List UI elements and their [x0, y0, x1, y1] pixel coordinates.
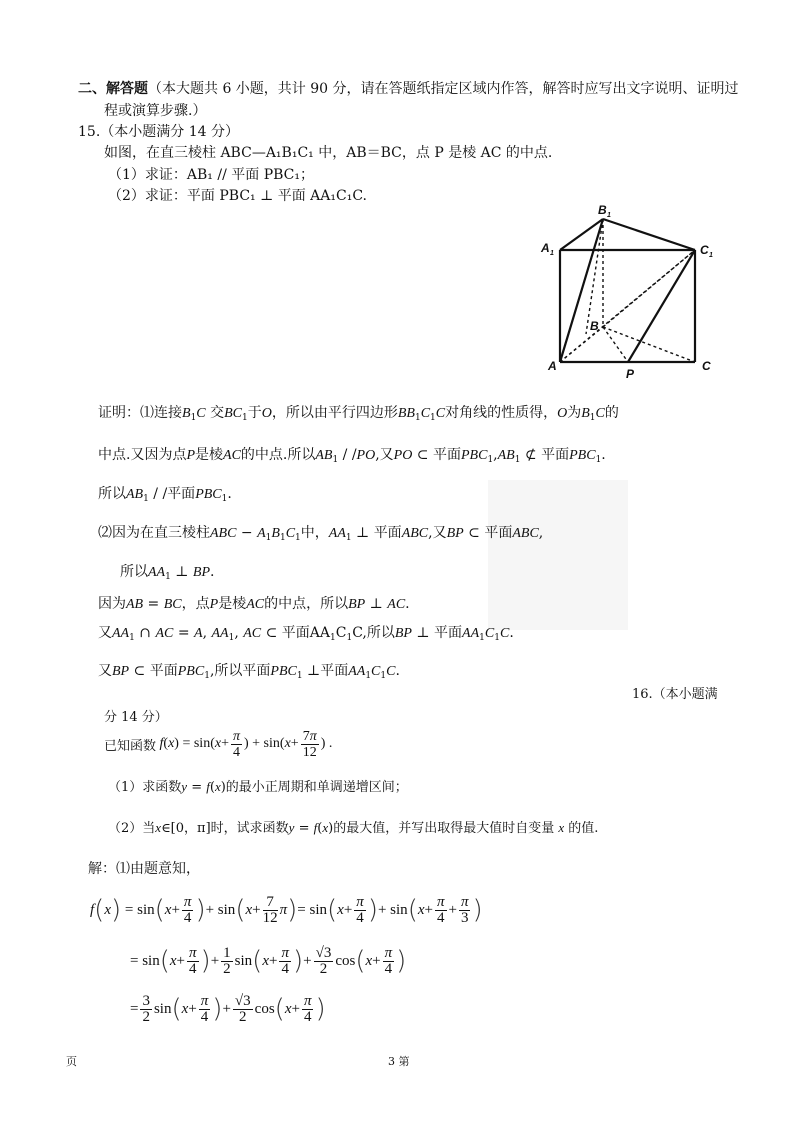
edge-b1-c1 — [603, 219, 695, 250]
footer-page-number: 3 第 — [388, 1055, 410, 1068]
frac-pi-over-4: $\frac{\pi}{4}$ — [232, 728, 240, 760]
proof-line-4: ⑵因为在直三棱柱ABC − $A_1B_1C_1$中，$AA_1$ ⊥ 平面ABC,又BP ⊂ 平面ABC, — [98, 525, 544, 543]
solution-eq-2: = sin ( x + $\frac{\pi}{4}$ ) + $\frac{1}{2}$ sin ( x + $\frac{\pi}{4}$ ) + $\frac{√3}{2}$ cos ( x + $\frac{\pi}{4}$ ) — [130, 944, 407, 977]
section-heading: 二、解答题 — [78, 81, 148, 97]
edge-p-c1 — [628, 250, 695, 362]
proof-line-2: 中点.又因为点P是棱AC的中点.所以$AB_1 / /PO$,又PO ⊂ 平面$PBC_1,AB_1$ ⊄ 平面$PBC_1$. — [98, 447, 606, 465]
label-p: P — [626, 367, 635, 381]
proof-line-5: 所以$AA_1$ ⊥ BP. — [120, 564, 215, 582]
frac-7pi-over-12: $\frac{7\pi}{12}$ — [302, 728, 317, 760]
solution-eq-3: = $\frac{3}{2}$ sin ( x + $\frac{\pi}{4}$ ) + $\frac{√3}{2}$ cos ( x + $\frac{\pi}{4}$ ) — [130, 992, 326, 1025]
label-c1: C — [700, 243, 709, 257]
q15-part2: （2）求证：平面 PBC₁ ⊥ 平面 AA₁C₁C. — [108, 188, 367, 204]
q16-number-cont: 分 14 分） — [104, 710, 168, 725]
q16-part2: （2）当x∈[0，π]时，试求函数y = f(x)的最大值，并写出取得最大值时自变量 x 的值. — [108, 820, 599, 836]
edge-b-c — [603, 327, 695, 362]
label-b1: B — [598, 203, 607, 217]
svg-text:1: 1 — [550, 250, 554, 257]
proof-line-3: 所以$AB_1$ / /平面$PBC_1$. — [98, 486, 232, 504]
proof-line-8: 又BP ⊂ 平面$PBC_1$,所以平面$PBC_1$ ⊥平面$AA_1C_1C$. — [98, 663, 400, 681]
q15-stem: 如图，在直三棱柱 ABC—A₁B₁C₁ 中，AB＝BC，点 P 是棱 AC 的中点. — [104, 145, 553, 161]
proof-line-6: 因为AB = BC，点P是棱AC的中点，所以BP ⊥ AC. — [98, 596, 410, 612]
q15-number: 15.（本小题满分 14 分） — [78, 124, 239, 140]
q16-number: 16.（本小题满 — [632, 687, 718, 702]
label-b: B — [590, 319, 599, 333]
edge-a1-b1 — [560, 219, 603, 250]
solution-eq-1: f ( x ) = sin ( x + $\frac{\pi}{4}$ ) + sin ( x + $\frac{7}{12}$ π ) = sin ( x + $\frac{\pi}{4}$ ) + sin ( x + $\frac{\pi}{4}$ + $\frac{\pi}{3}$ ) — [90, 893, 483, 926]
proof-line-7: 又$AA_1$ ∩ AC = A, $AA_1$, AC ⊂ 平面$AA_1C_1C$,所以BP ⊥ 平面$AA_1C_1C$. — [98, 625, 514, 643]
svg-text:1: 1 — [607, 212, 611, 219]
proof-line-1: 证明：⑴连接$B_1C$ 交$BC_1$于O，所以由平行四边形$BB_1C_1C$对角线的性质得，O为$B_1C$的 — [98, 405, 619, 423]
prism-figure — [538, 202, 728, 382]
section-description-cont: 程或演算步骤.） — [104, 103, 207, 119]
section-description: （本大题共 6 小题，共计 90 分，请在答题纸指定区域内作答，解答时应写出文字说明、证明过 — [148, 81, 739, 97]
label-a: A — [548, 359, 557, 373]
footer-left: 页 — [66, 1055, 77, 1068]
q16-part1: （1）求函数y = f(x)的最小正周期和单调递增区间； — [108, 779, 408, 795]
section-heading-line — [78, 78, 739, 98]
q15-part1: （1）求证：AB₁ // 平面 PBC₁； — [108, 167, 314, 183]
label-c: C — [702, 359, 711, 373]
edge-b1-o — [586, 219, 603, 334]
label-a1: A — [541, 241, 550, 255]
solution-intro: 解：⑴由题意知， — [88, 861, 200, 877]
edge-a-b1 — [560, 219, 603, 362]
q16-stem: 已知函数 f ( x ) = sin( x + $\frac{\pi}{4}$ ) + sin( x + $\frac{7\pi}{12}$ ) . — [104, 728, 333, 760]
svg-text:1: 1 — [709, 252, 713, 259]
